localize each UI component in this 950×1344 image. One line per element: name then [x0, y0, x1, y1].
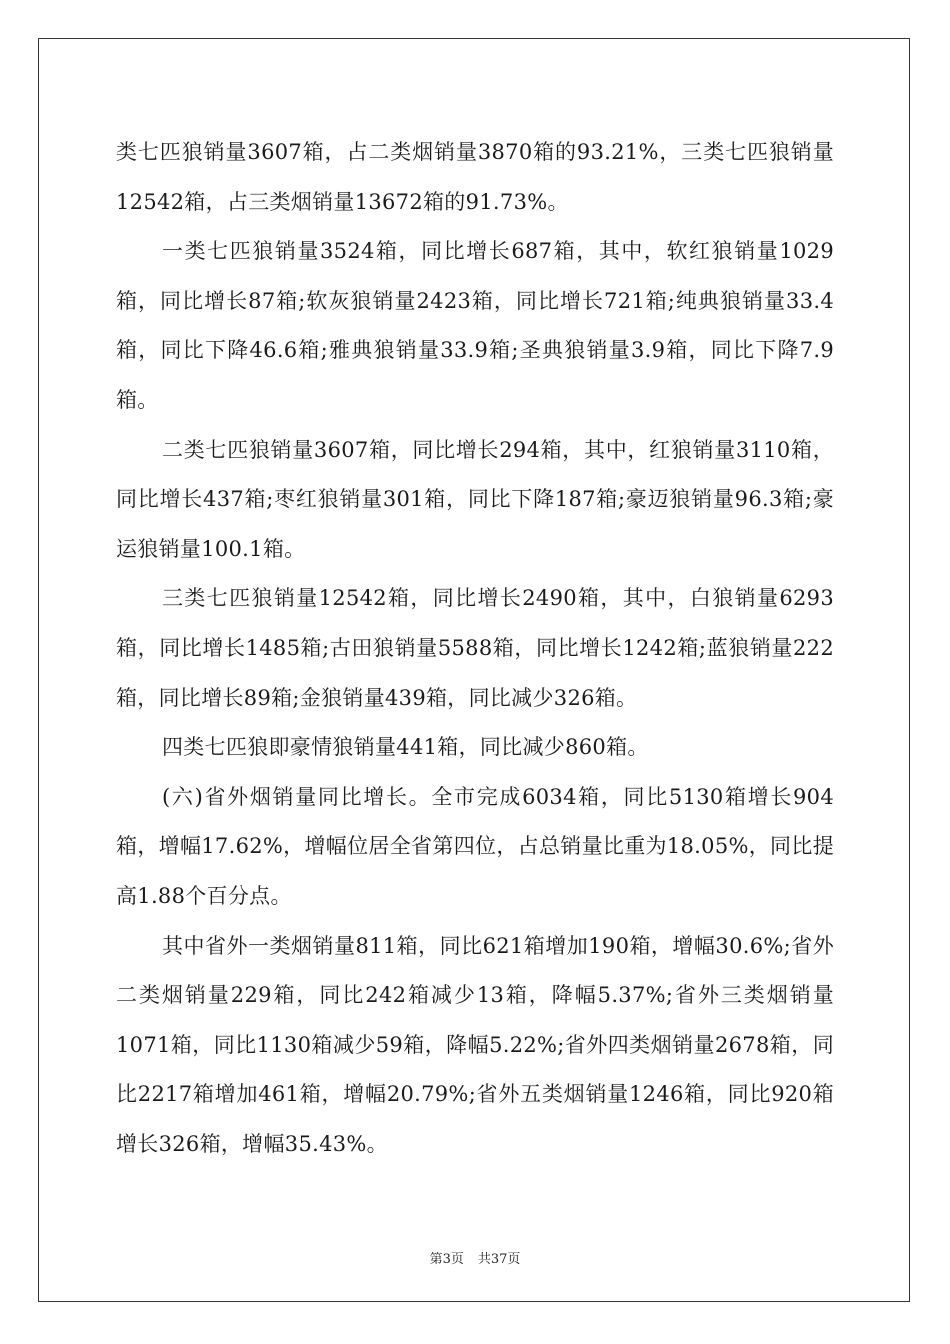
paragraph-section-six: (六)省外烟销量同比增长。全市完成6034箱，同比5130箱增长904箱，增幅17.62%，增幅位居全省第四位，占总销量比重为18.05%，同比提高1.88个百分点。: [116, 784, 834, 908]
page-number: 第3页: [429, 1252, 464, 1267]
paragraph-class-two: 二类七匹狼销量3607箱，同比增长294箱，其中，红狼销量3110箱，同比增长437箱;枣红狼销量301箱，同比下降187箱;豪迈狼销量96.3箱;豪运狼销量100.1箱。: [116, 437, 834, 561]
paragraph-continuation: 类七匹狼销量3607箱，占二类烟销量3870箱的93.21%，三类七匹狼销量12542箱，占三类烟销量13672箱的91.73%。: [116, 140, 834, 214]
page-footer: [0, 1248, 950, 1267]
paragraph-class-three: 三类七匹狼销量12542箱，同比增长2490箱，其中，白狼销量6293箱，同比增长1485箱;古田狼销量5588箱，同比增长1242箱;蓝狼销量222箱，同比增长89箱;金狼销量439箱，同比减少326箱。: [116, 586, 834, 710]
paragraph-class-four: 四类七匹狼即豪情狼销量441箱，同比减少860箱。: [162, 735, 649, 760]
page-total: 共37页: [477, 1252, 521, 1267]
paragraph-class-one: 一类七匹狼销量3524箱，同比增长687箱，其中，软红狼销量1029箱，同比增长87箱;软灰狼销量2423箱，同比增长721箱;纯典狼销量33.4箱，同比下降46.6箱;雅典狼销量33.9箱;圣典狼销量3.9箱，同比下降7.9箱。: [116, 239, 834, 412]
document-body: [116, 128, 834, 1169]
paragraph-out-of-province: 其中省外一类烟销量811箱，同比621箱增加190箱，增幅30.6%;省外二类烟销量229箱，同比242箱减少13箱，降幅5.37%;省外三类烟销量1071箱，同比1130箱减少59箱，降幅5.22%;省外四类烟销量2678箱，同比2217箱增加461箱，增幅20.79%;省外五类烟销量1246箱，同比920箱增长326箱，增幅35.43%。: [116, 933, 834, 1156]
